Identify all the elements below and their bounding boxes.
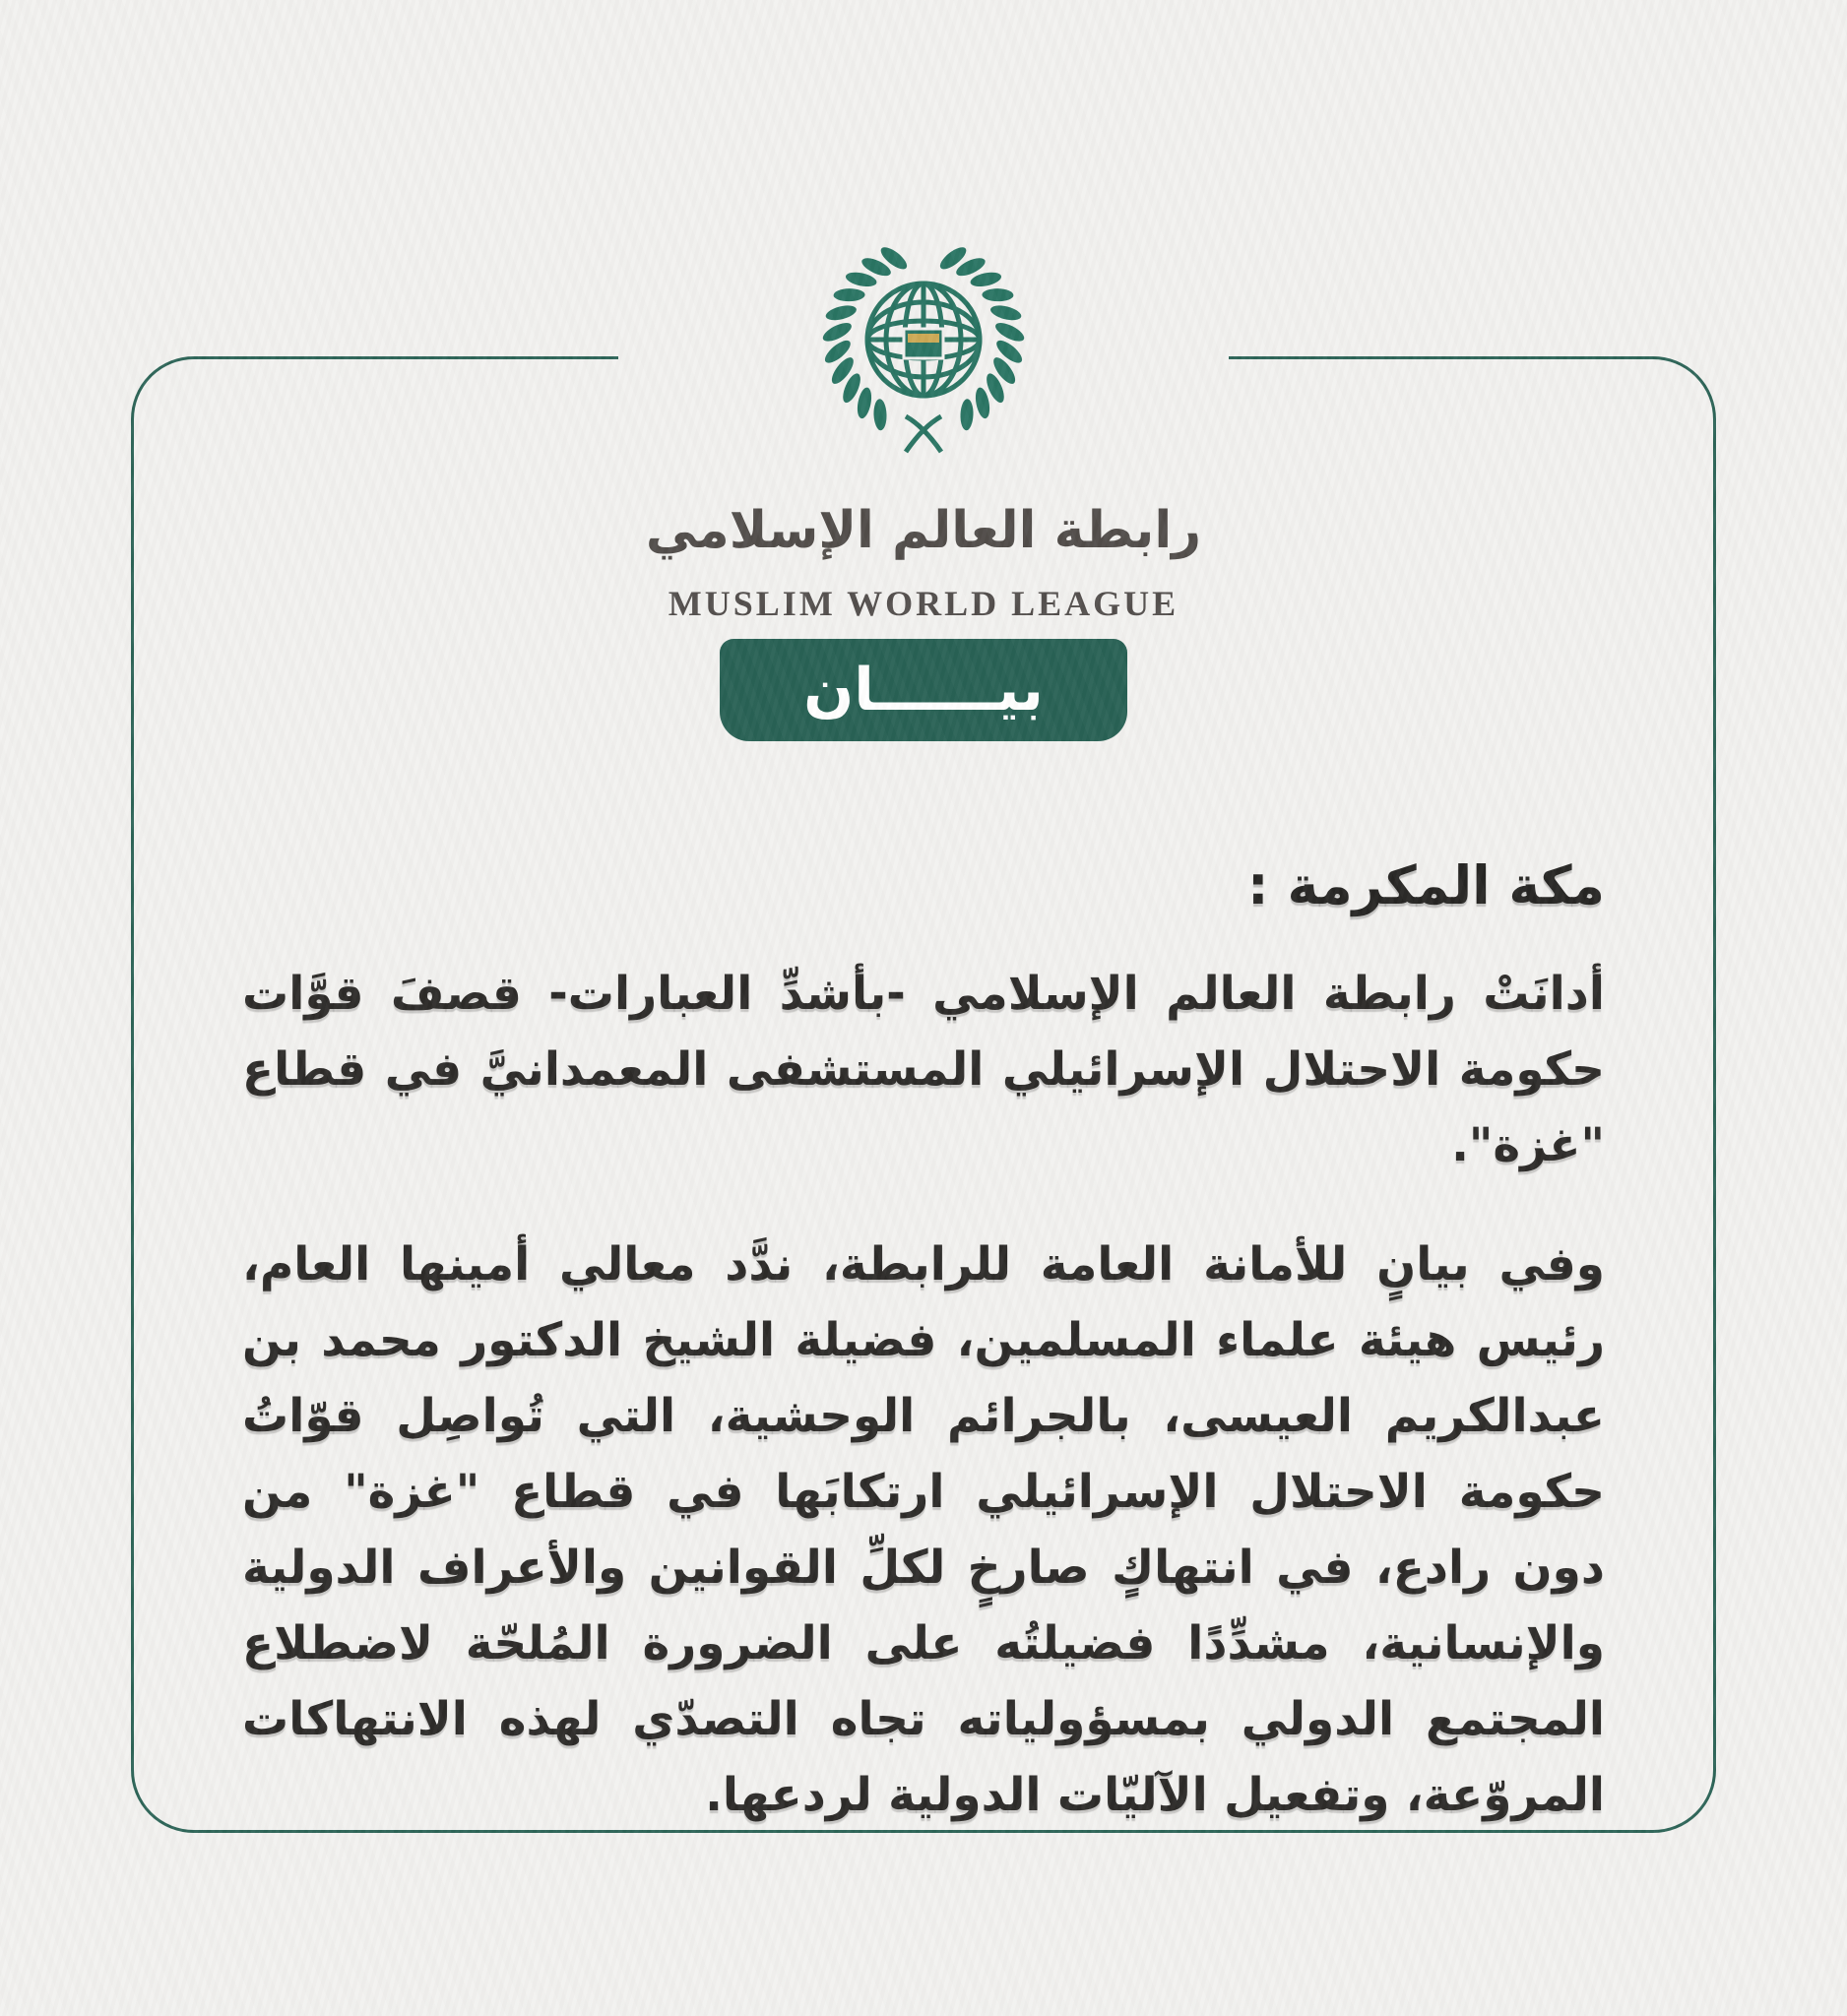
english-logo-text: MUSLIM WORLD LEAGUE [668,584,1179,623]
arabic-calligraphy-logo: رابطة العالم الإسلامي [645,501,1202,560]
statement-body [242,854,1605,1876]
statement-paragraph-1: أدانَتْ رابطة العالم الإسلامي -بأشدِّ العبارات- قصفَ قوَّات حكومة الاحتلال الإسرائيلي المستشفى المعمدانيَّ في قطاع "غزة". [242,967,1605,1172]
kaaba-icon [904,329,943,358]
statement-paragraph-2: وفي بيانٍ للأمانة العامة للرابطة، ندَّد معالي أمينها العام، رئيس هيئة علماء المسلمين، فضيلة الشيخ الدكتور محمد بن عبدالكريم العيسى، بالجرائم الوحشية، التي تُواصِل قوّاتُ حكومة الاحتلال الإسرائيلي ارتكابَها في قطاع "غزة" من دون رادع، في انتهاكٍ صارخٍ لكلِّ القوانين والأعراف الدولية والإنسانية، مشدِّدًا فضيلتُه على الضرورة المُلحّة لاضطلاع المجتمع الدولي بمسؤولياته تجاه التصدّي لهذه الانتهاكات المروّعة، وتفعيل الآليّات الدولية لردعها. [242,1237,1605,1822]
statement-banner [720,639,1127,741]
logo-block [618,241,1229,741]
city-heading: مكة المكرمة : [1247,854,1605,916]
statement-banner-label: بيــــــان [803,656,1044,724]
laurel-wreath-globe-icon [819,241,1028,466]
